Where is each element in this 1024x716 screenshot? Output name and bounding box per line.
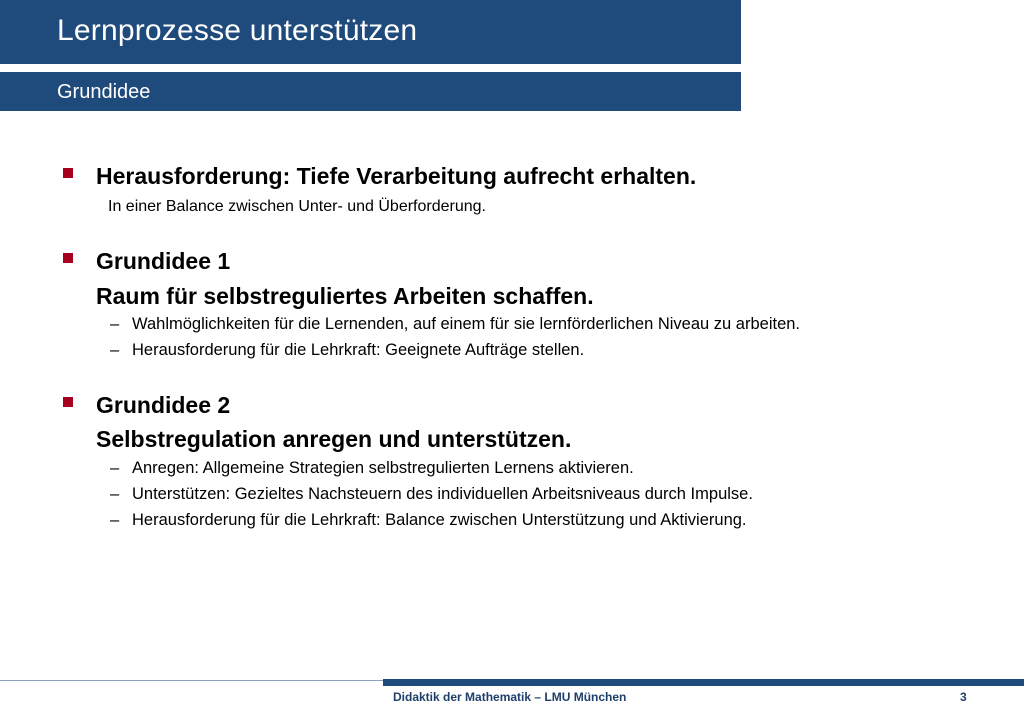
section-heading: Grundidee 1 xyxy=(96,248,231,274)
footer-bar xyxy=(383,679,1024,686)
list-item-text: Herausforderung für die Lehrkraft: Balance zwischen Unterstützung und Aktivierung. xyxy=(132,511,747,529)
section-heading-line-2: Raum für selbstreguliertes Arbeiten schaffen. xyxy=(96,283,594,309)
list-item-text: Anregen: Allgemeine Strategien selbstregulierten Lernens aktivieren. xyxy=(132,459,634,477)
list-item xyxy=(110,459,634,478)
section-note: In einer Balance zwischen Unter- und Überforderung. xyxy=(108,198,486,215)
footer-divider xyxy=(0,680,383,681)
dash-bullet-icon: – xyxy=(110,511,120,529)
dash-bullet-icon: – xyxy=(110,459,120,477)
list-item-text: Herausforderung für die Lehrkraft: Geeignete Aufträge stellen. xyxy=(132,341,585,359)
list-item xyxy=(110,485,753,504)
dash-bullet-icon: – xyxy=(110,341,120,359)
title-bar xyxy=(0,0,741,64)
dash-bullet-icon: – xyxy=(110,485,120,503)
square-bullet-icon xyxy=(63,397,73,407)
section-heading: Grundidee 2 xyxy=(96,392,231,418)
slide-subtitle: Grundidee xyxy=(57,81,151,103)
square-bullet-icon xyxy=(63,253,73,263)
list-item-text: Wahlmöglichkeiten für die Lernenden, auf einem für sie lernförderlichen Niveau zu arbeiten. xyxy=(132,315,801,333)
section-heading-line-2: Selbstregulation anregen und unterstützen. xyxy=(96,426,572,452)
subtitle-bar xyxy=(0,72,741,111)
section-heading: Herausforderung: Tiefe Verarbeitung aufrecht erhalten. xyxy=(96,163,697,189)
slide-title: Lernprozesse unterstützen xyxy=(57,14,418,47)
list-item xyxy=(110,341,584,360)
dash-bullet-icon: – xyxy=(110,315,120,333)
list-item xyxy=(110,511,747,530)
list-item xyxy=(110,315,800,334)
page-number: 3 xyxy=(960,690,967,704)
list-item-text: Unterstützen: Gezieltes Nachsteuern des individuellen Arbeitsniveaus durch Impulse. xyxy=(132,485,753,503)
square-bullet-icon xyxy=(63,168,73,178)
footer-text: Didaktik der Mathematik – LMU München xyxy=(393,690,627,704)
